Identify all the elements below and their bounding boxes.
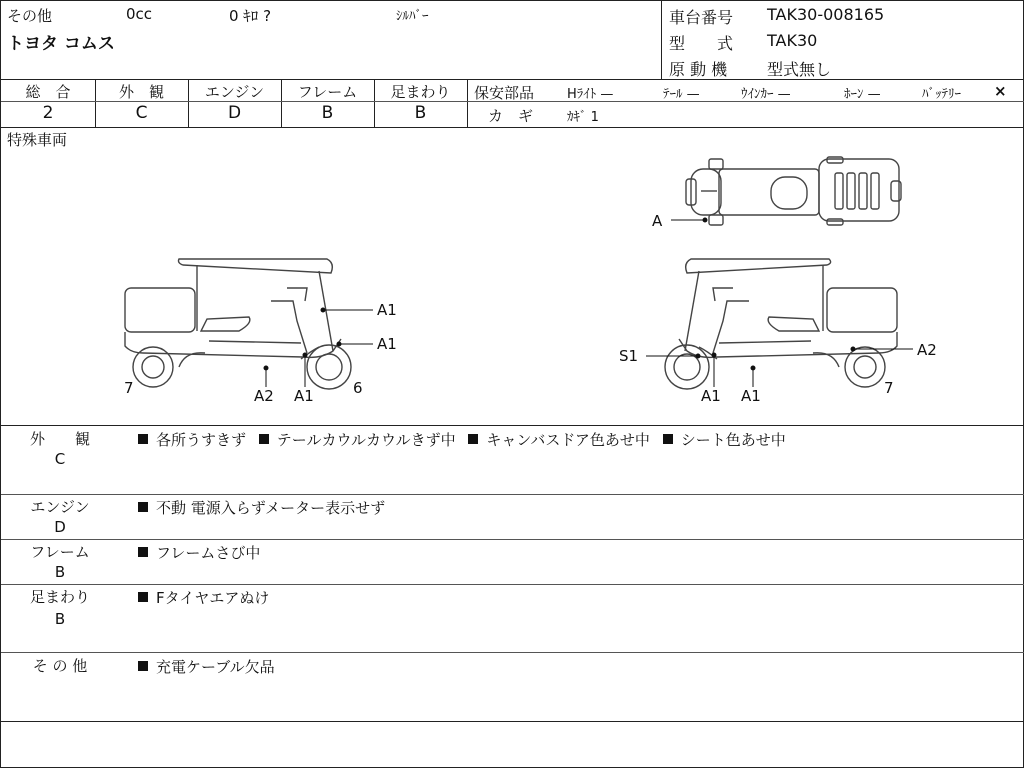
section-rule [1,494,1024,495]
remark-item: Fタイヤエアぬけ [156,589,270,607]
diagram-title: 特殊車両 [7,131,68,149]
type-label: 型 式 [669,34,734,53]
remark-item: 充電ケーブル欠品 [156,658,275,676]
engine-model-label: 原 動 機 [669,60,728,79]
bullet-icon [259,434,269,444]
safety-winker: ｳｲﾝｶｰ — [741,87,791,102]
top-view-vehicle [686,157,901,225]
section-frame-grade: B [54,563,66,581]
section-other-name: そ の 他 [32,657,88,675]
right-side-vehicle [665,259,897,389]
section-frame-name: フレーム [30,543,90,561]
grade-engine-value: D [227,103,242,123]
remark-item: 各所うすきず [156,431,247,449]
color-text: ｼﾙﾊﾞｰ [396,9,429,24]
section-engine-remarks [138,497,393,518]
bullet-icon [138,547,148,557]
section-suspension-grade: B [54,610,66,628]
label-right-a2: A2 [917,341,937,359]
chassis-value: TAK30-008165 [767,5,885,24]
bullet-icon [138,434,148,444]
label-left-6: 6 [353,379,363,397]
key-label: カ ギ [488,107,534,125]
bullet-icon [468,434,478,444]
bullet-icon [663,434,673,444]
displacement-text: 0cc [126,5,153,23]
section-engine-grade: D [54,518,66,536]
section-frame-remarks [138,542,268,563]
grade-overall-value: 2 [42,103,54,123]
left-side-vehicle [125,259,351,389]
section-rule [1,584,1024,585]
engine-model-value: 型式無し [767,60,832,79]
safety-headlight: Hﾗｲﾄ — [567,87,614,102]
grade-overall-label: 総 合 [25,83,71,101]
label-right-a1-bottom-2: A1 [741,387,761,405]
grade-suspension-value: B [414,103,427,123]
key-value: ｶｷﾞ 1 [567,110,599,125]
section-engine-name: エンジン [30,498,90,516]
section-exterior-name: 外 観 [29,430,90,448]
section-exterior-grade: C [54,450,66,468]
remarks-rule-bottom [1,721,1024,722]
mileage-text: 0 ｷﾛ ? [229,7,272,25]
label-right-a1-bottom-1: A1 [701,387,721,405]
section-rule [1,652,1024,653]
section-exterior-remarks [138,429,794,450]
safety-title: 保安部品 [474,84,535,102]
label-left-7: 7 [124,379,134,397]
safety-horn: ﾎｰﾝ — [844,87,881,102]
label-right-7: 7 [884,379,894,397]
battery-mark: × [994,82,1007,100]
grade-exterior-value: C [135,103,148,123]
section-rule [1,539,1024,540]
safety-tail: ﾃｰﾙ — [663,87,700,102]
label-left-a1-bottom: A1 [294,387,314,405]
grade-frame-value: B [321,103,334,123]
header-rule [1,79,1024,80]
remark-item: キャンバスドア色あせ中 [486,431,650,449]
grade-divider [467,79,468,127]
label-left-a2-bottom: A2 [254,387,274,405]
remark-item: フレームさび中 [156,544,261,562]
label-left-a1-mid: A1 [377,335,397,353]
vehicle-diagram [1,127,1024,425]
grade-engine-label: エンジン [204,83,265,101]
label-left-a1-top: A1 [377,301,397,319]
section-other-remarks [138,656,283,677]
bullet-icon [138,661,148,671]
model-name: トヨタ コムス [7,34,115,54]
grade-exterior-label: 外 観 [118,83,164,101]
remark-item: シート色あせ中 [680,431,786,449]
section-suspension-name: 足まわり [29,588,90,606]
remark-item: 不動 電源入らずメーター表示せず [156,499,386,517]
label-right-s1: S1 [619,347,639,365]
remark-item: テールカウルカウルきず中 [276,431,456,449]
grade-frame-label: フレーム [297,83,358,101]
chassis-label: 車台番号 [669,8,734,27]
bullet-icon [138,592,148,602]
safety-battery: ﾊﾞｯﾃﾘｰ [922,87,961,102]
section-suspension-remarks [138,587,277,608]
label-top-a: A [652,212,663,230]
type-value: TAK30 [767,31,818,50]
category-text: その他 [7,7,53,25]
bullet-icon [138,502,148,512]
header-divider [661,1,662,79]
grade-suspension-label: 足まわり [390,83,451,101]
diagram-rule-bottom [1,425,1024,426]
